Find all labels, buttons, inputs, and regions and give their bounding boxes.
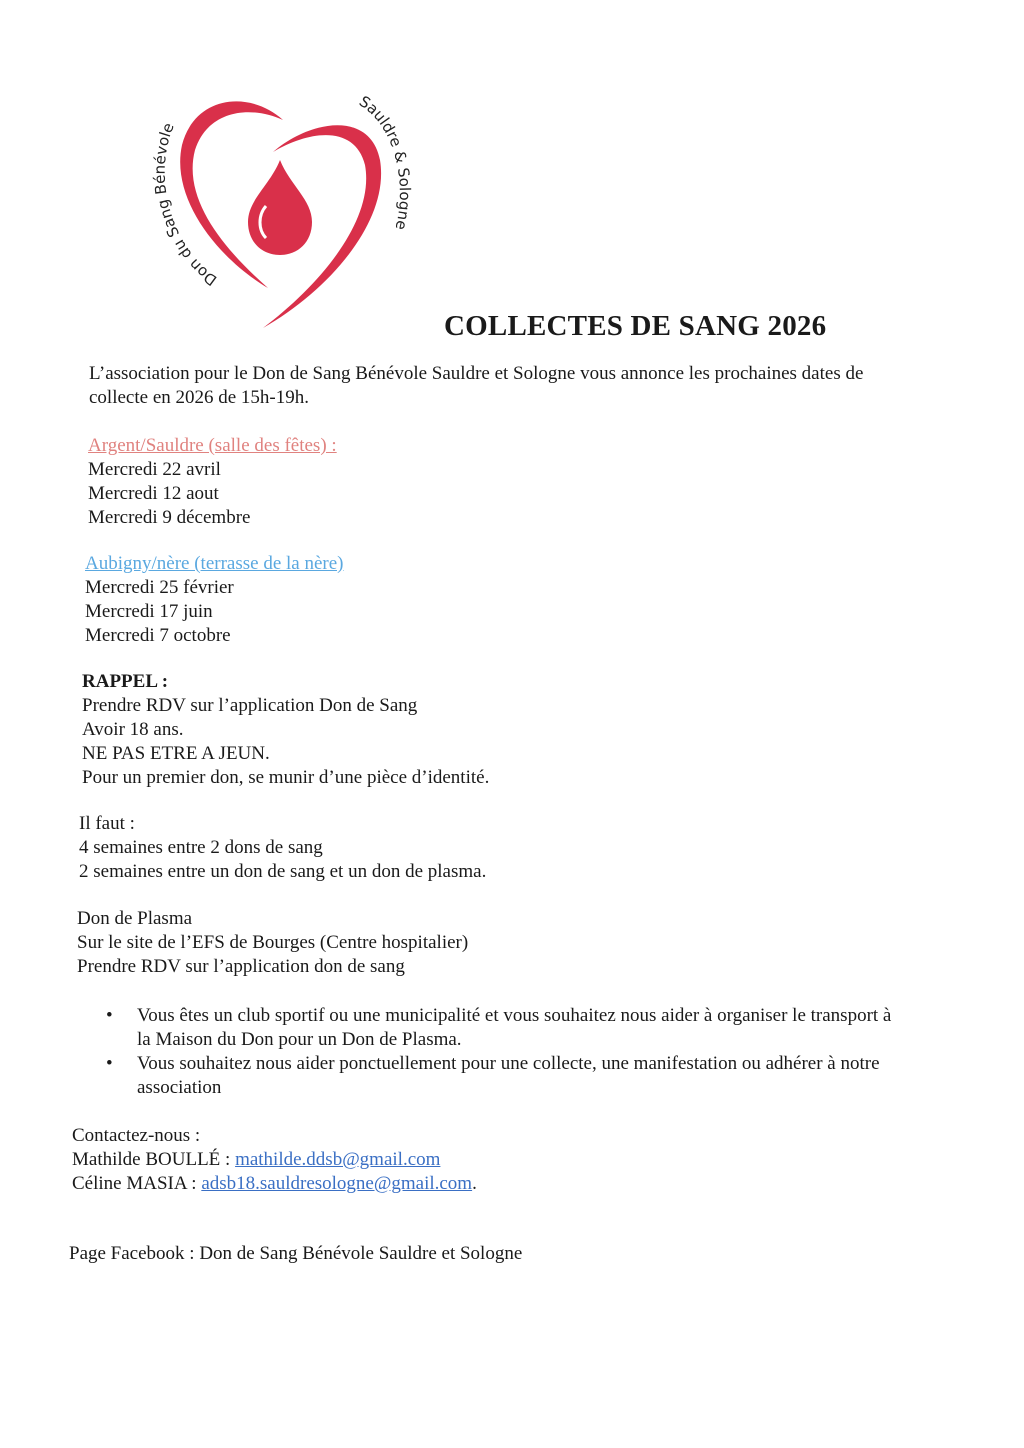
bullet-line: Vous souhaitez nous aider ponctuellement pour une collecte, une manifestation ou adhérer à notre [137, 1053, 880, 1074]
svg-text:Sauldre & Sologne: Sauldre & Sologne [355, 92, 414, 232]
rappel-section [82, 670, 489, 790]
location-aubigny [85, 552, 344, 648]
rappel-line: NE PAS ETRE A JEUN. [82, 743, 270, 764]
contact-section [72, 1124, 477, 1196]
plasma-line: Don de Plasma [77, 908, 193, 929]
bullet-line: Vous êtes un club sportif ou une municipalité et vous souhaitez nous aider à organiser le transport à [137, 1005, 892, 1026]
contact-name: Céline MASIA : [72, 1173, 202, 1194]
location-title: Aubigny/nère (terrasse de la nère) [85, 553, 344, 574]
contact-person [72, 1172, 477, 1196]
contact-name: Mathilde BOULLÉ : [72, 1149, 236, 1170]
location-argent [88, 434, 337, 530]
plasma-section [77, 907, 468, 979]
il-faut-heading: Il faut : [79, 813, 135, 834]
rappel-line: Pour un premier don, se munir d’une pièce d’identité. [82, 767, 490, 788]
il-faut-line: 4 semaines entre 2 dons de sang [79, 837, 323, 858]
date: Mercredi 7 octobre [85, 625, 231, 646]
contact-heading: Contactez-nous : [72, 1125, 201, 1146]
rappel-line: Avoir 18 ans. [82, 719, 184, 740]
email-link[interactable]: adsb18.sauldresologne@gmail.com [201, 1173, 473, 1194]
rappel-line: Prendre RDV sur l’application Don de Sang [82, 695, 418, 716]
contact-person [72, 1148, 477, 1172]
location-title: Argent/Sauldre (salle des fêtes) : [88, 435, 337, 456]
date: Mercredi 12 aout [88, 483, 219, 504]
bullet-line: la Maison du Don pour un Don de Plasma. [137, 1029, 462, 1050]
il-faut-section [79, 812, 486, 884]
blood-drop-icon [248, 160, 312, 255]
plasma-line: Prendre RDV sur l’application don de sang [77, 956, 405, 977]
page-title: COLLECTES DE SANG 2026 [444, 310, 827, 342]
date: Mercredi 9 décembre [88, 507, 251, 528]
bullet-icon: • [106, 1053, 113, 1074]
email-link[interactable]: mathilde.ddsb@gmail.com [235, 1149, 441, 1170]
svg-text:Don du Sang Bénévole: Don du Sang Bénévole [150, 120, 221, 290]
plasma-line: Sur le site de l’EFS de Bourges (Centre hospitalier) [77, 932, 469, 953]
bullet-item [106, 1052, 891, 1100]
intro-line: collecte en 2026 de 15h-19h. [89, 387, 310, 408]
date: Mercredi 22 avril [88, 459, 221, 480]
suffix: . [472, 1173, 477, 1194]
intro-line: L’association pour le Don de Sang Bénévole Sauldre et Sologne vous annonce les prochaines dates de [89, 363, 864, 384]
intro [89, 362, 863, 410]
association-logo [140, 90, 430, 340]
bullet-item [106, 1004, 892, 1052]
facebook-line: Page Facebook : Don de Sang Bénévole Sauldre et Sologne [69, 1243, 523, 1264]
bullet-icon: • [106, 1005, 113, 1026]
bullet-line: association [137, 1077, 222, 1098]
rappel-heading: RAPPEL : [82, 671, 169, 692]
date: Mercredi 17 juin [85, 601, 213, 622]
date: Mercredi 25 février [85, 577, 234, 598]
il-faut-line: 2 semaines entre un don de sang et un don de plasma. [79, 861, 487, 882]
help-bullets [106, 1004, 892, 1100]
